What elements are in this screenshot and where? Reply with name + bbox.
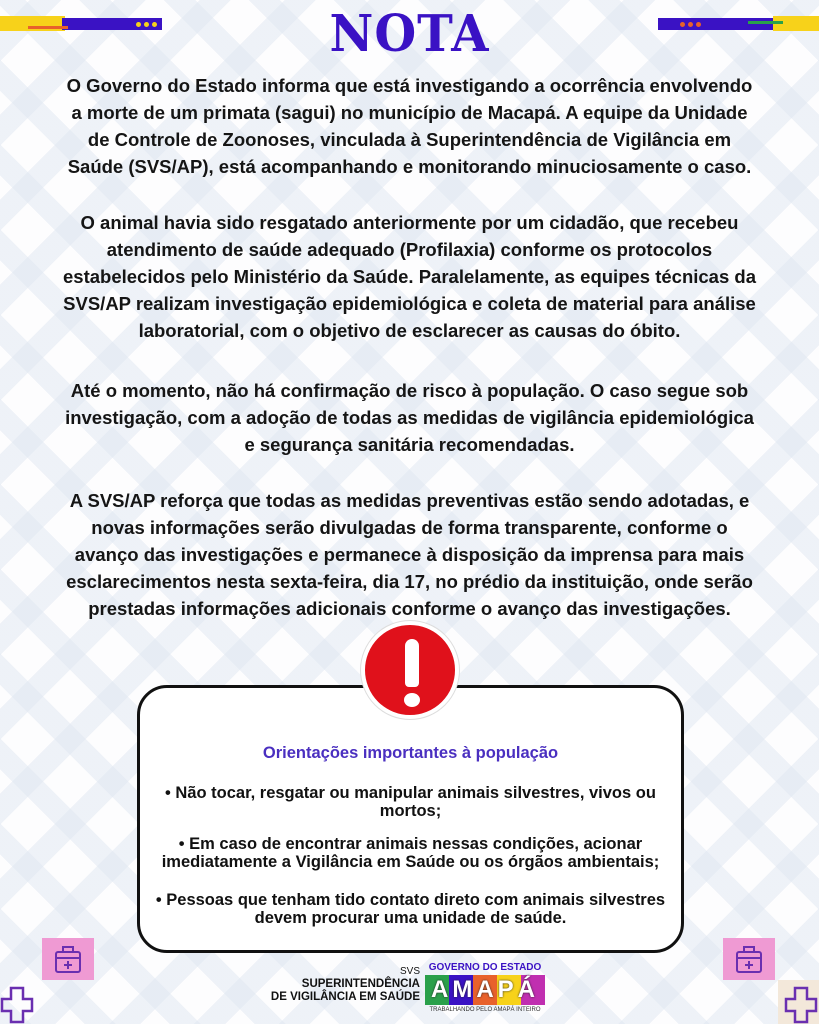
svs-logo: SVS SUPERINTENDÊNCIA DE VIGILÂNCIA EM SAÚDE <box>270 966 420 1003</box>
medical-kit-icon <box>723 938 775 980</box>
guidance-bullet: • Em caso de encontrar animais nessas condições, acionar imediatamente a Vigilância em Saúde ou os órgãos ambientais; <box>161 835 660 871</box>
text-line: O Governo do Estado informa que está investigando a ocorrência envolvendo <box>66 75 753 96</box>
cross-icon <box>784 986 818 1024</box>
text-line: novas informações serão divulgadas de forma transparente, conforme o <box>91 517 728 538</box>
guidance-box <box>137 685 684 953</box>
guidance-bullet: • Não tocar, resgatar ou manipular animais silvestres, vivos ou mortos; <box>165 784 656 820</box>
guidance-bullet: • Pessoas que tenham tido contato direto com animais silvestres devem procurar uma unidade de saúde. <box>155 891 666 927</box>
paragraph-4 <box>0 487 819 622</box>
header-decoration-right <box>658 16 819 32</box>
text-line: Saúde (SVS/AP), está acompanhando e monitorando minuciosamente o caso. <box>67 156 752 177</box>
medical-kit-icon <box>42 938 94 980</box>
amapa-logo-wordmark: AMAPÁ <box>425 975 545 1005</box>
text-line: e segurança sanitária recomendadas. <box>244 434 575 455</box>
text-line: esclarecimentos nesta sexta-feira, dia 17, no prédio da instituição, onde serão <box>66 571 753 592</box>
paragraph-2 <box>0 209 819 344</box>
text-line: Até o momento, não há confirmação de risco à população. O caso segue sob <box>70 380 749 401</box>
text-line: de Controle de Zoonoses, vinculada à Superintendência de Vigilância em <box>87 129 732 150</box>
text-line: estabelecidos pelo Ministério da Saúde. Paralelamente, as equipes técnicas da <box>63 266 756 287</box>
paragraph-1 <box>0 72 819 180</box>
text-line: investigação, com a adoção de todas as medidas de vigilância epidemiológica <box>65 407 754 428</box>
paragraph-3 <box>0 377 819 458</box>
text-line: O animal havia sido resgatado anteriormente por um cidadão, que recebeu <box>80 212 739 233</box>
text-line: atendimento de saúde adequado (Profilaxia) conforme os protocolos <box>106 239 713 260</box>
amapa-government-logo: GOVERNO DO ESTADO AMAPÁ TRABALHANDO PELO AMAPÁ INTEIRO <box>425 962 545 1013</box>
exclamation-alert-icon <box>361 621 459 719</box>
text-line: A SVS/AP reforça que todas as medidas preventivas estão sendo adotadas, e <box>69 490 750 511</box>
guidance-heading: Orientações importantes à população <box>262 744 559 762</box>
text-line: avanço das investigações e permanece à disposição da imprensa para mais <box>74 544 745 565</box>
cross-icon <box>0 986 34 1024</box>
text-line: laboratorial, com o objetivo de esclarecer as causas do óbito. <box>138 320 681 341</box>
text-line: SVS/AP realizam investigação epidemiológica e coleta de material para análise <box>63 293 756 314</box>
text-line: prestadas informações adicionais conforme o avanço das investigações. <box>88 598 731 619</box>
text-line: a morte de um primata (sagui) no município de Macapá. A equipe da Unidade <box>71 102 748 123</box>
page-title: NOTA <box>329 4 490 64</box>
